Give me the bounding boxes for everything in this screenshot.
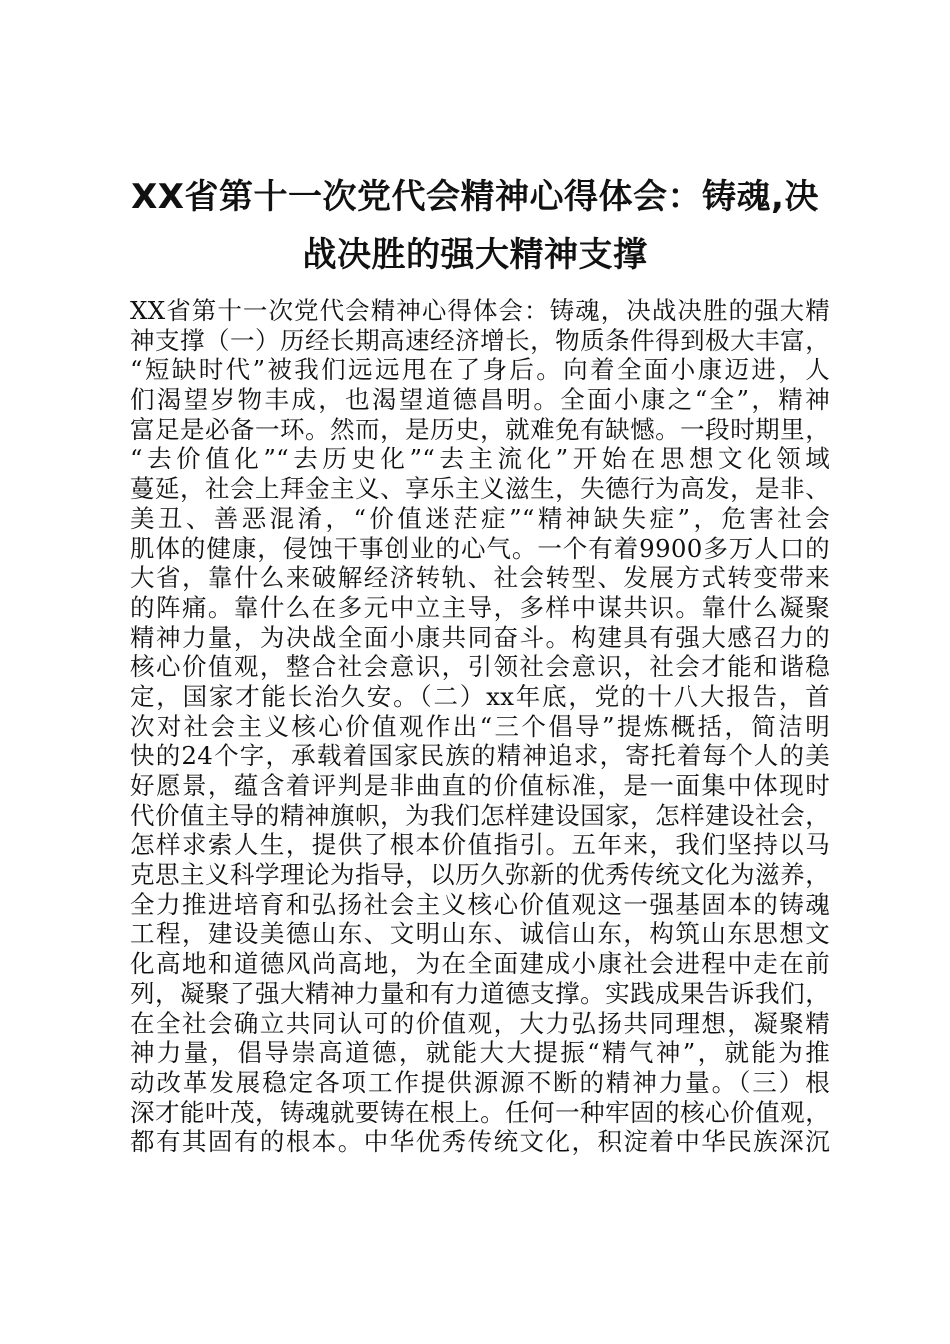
body-text-line: 列，凝聚了强大精神力量和有力道德支撑。实践成果告诉我们， bbox=[130, 978, 830, 1008]
body-text-line: 全力推进培育和弘扬社会主义核心价值观这一强基固本的铸魂 bbox=[130, 889, 830, 919]
body-text-line: 的阵痛。靠什么在多元中立主导，多样中谋共识。靠什么凝聚 bbox=[130, 592, 830, 622]
title-line: 战决胜的强大精神支撑 bbox=[302, 235, 648, 275]
body-text-line: 次对社会主义核心价值观作出“三个倡导”提炼概括，简洁明 bbox=[130, 711, 830, 741]
body-text-line: “短缺时代”被我们远远甩在了身后。向着全面小康迈进，人 bbox=[130, 355, 830, 385]
title-line: XX省第十一次党代会精神心得体会：铸魂,决 bbox=[131, 177, 819, 217]
body-text-line: 动改革发展稳定各项工作提供源源不断的精神力量。（三）根 bbox=[130, 1067, 830, 1097]
document-title bbox=[110, 168, 840, 284]
body-text-line: 快的24个字，承载着国家民族的精神追求，寄托着每个人的美 bbox=[130, 741, 830, 771]
body-text-line: XX省第十一次党代会精神心得体会：铸魂，决战决胜的强大精 bbox=[130, 296, 830, 325]
body-text-line: 蔓延，社会上拜金主义、享乐主义滋生，失德行为高发，是非、 bbox=[130, 474, 830, 504]
body-text-line: 肌体的健康，侵蚀干事创业的心气。一个有着9900多万人口的 bbox=[130, 533, 830, 563]
body-text-line: 美丑、善恶混淆，“价值迷茫症”“精神缺失症”，危害社会 bbox=[130, 503, 830, 533]
body-text-line: 深才能叶茂，铸魂就要铸在根上。任何一种牢固的核心价值观， bbox=[130, 1097, 830, 1127]
body-text-line: 在全社会确立共同认可的价值观，大力弘扬共同理想，凝聚精 bbox=[130, 1008, 830, 1038]
body-text-line: 富足是必备一环。然而，是历史，就难免有缺憾。一段时期里， bbox=[130, 414, 830, 444]
body-text-line: 都有其固有的根本。中华优秀传统文化，积淀着中华民族深沉 bbox=[130, 1127, 830, 1157]
body-text-line: 们渴望岁物丰成，也渴望道德昌明。全面小康之“全”，精神 bbox=[130, 385, 830, 415]
body-text-line: 神力量，倡导崇高道德，就能大大提振“精气神”，就能为推 bbox=[130, 1038, 830, 1068]
body-text-line: 精神力量，为决战全面小康共同奋斗。构建具有强大感召力的 bbox=[130, 622, 830, 652]
body-text-line: 定，国家才能长治久安。（二）xx年底，党的十八大报告，首 bbox=[130, 681, 830, 711]
body-text-line: 代价值主导的精神旗帜，为我们怎样建设国家，怎样建设社会， bbox=[130, 800, 830, 830]
body-text-line: 核心价值观，整合社会意识，引领社会意识，社会才能和谐稳 bbox=[130, 652, 830, 682]
document-body bbox=[130, 296, 830, 1157]
body-text-line: 怎样求索人生，提供了根本价值指引。五年来，我们坚持以马 bbox=[130, 830, 830, 860]
body-text-line: 化高地和道德风尚高地，为在全面建成小康社会进程中走在前 bbox=[130, 949, 830, 979]
body-text-line: 工程，建设美德山东、文明山东、诚信山东，构筑山东思想文 bbox=[130, 919, 830, 949]
body-text-line: 神支撑（一）历经长期高速经济增长，物质条件得到极大丰富， bbox=[130, 325, 830, 355]
body-text-line: 好愿景，蕴含着评判是非曲直的价值标准，是一面集中体现时 bbox=[130, 771, 830, 800]
body-text-line: 大省，靠什么来破解经济转轨、社会转型、发展方式转变带来 bbox=[130, 563, 830, 593]
body-text-line: “去价值化”“去历史化”“去主流化”开始在思想文化领域 bbox=[130, 444, 830, 474]
body-text-line: 克思主义科学理论为指导，以历久弥新的优秀传统文化为滋养， bbox=[130, 860, 830, 890]
